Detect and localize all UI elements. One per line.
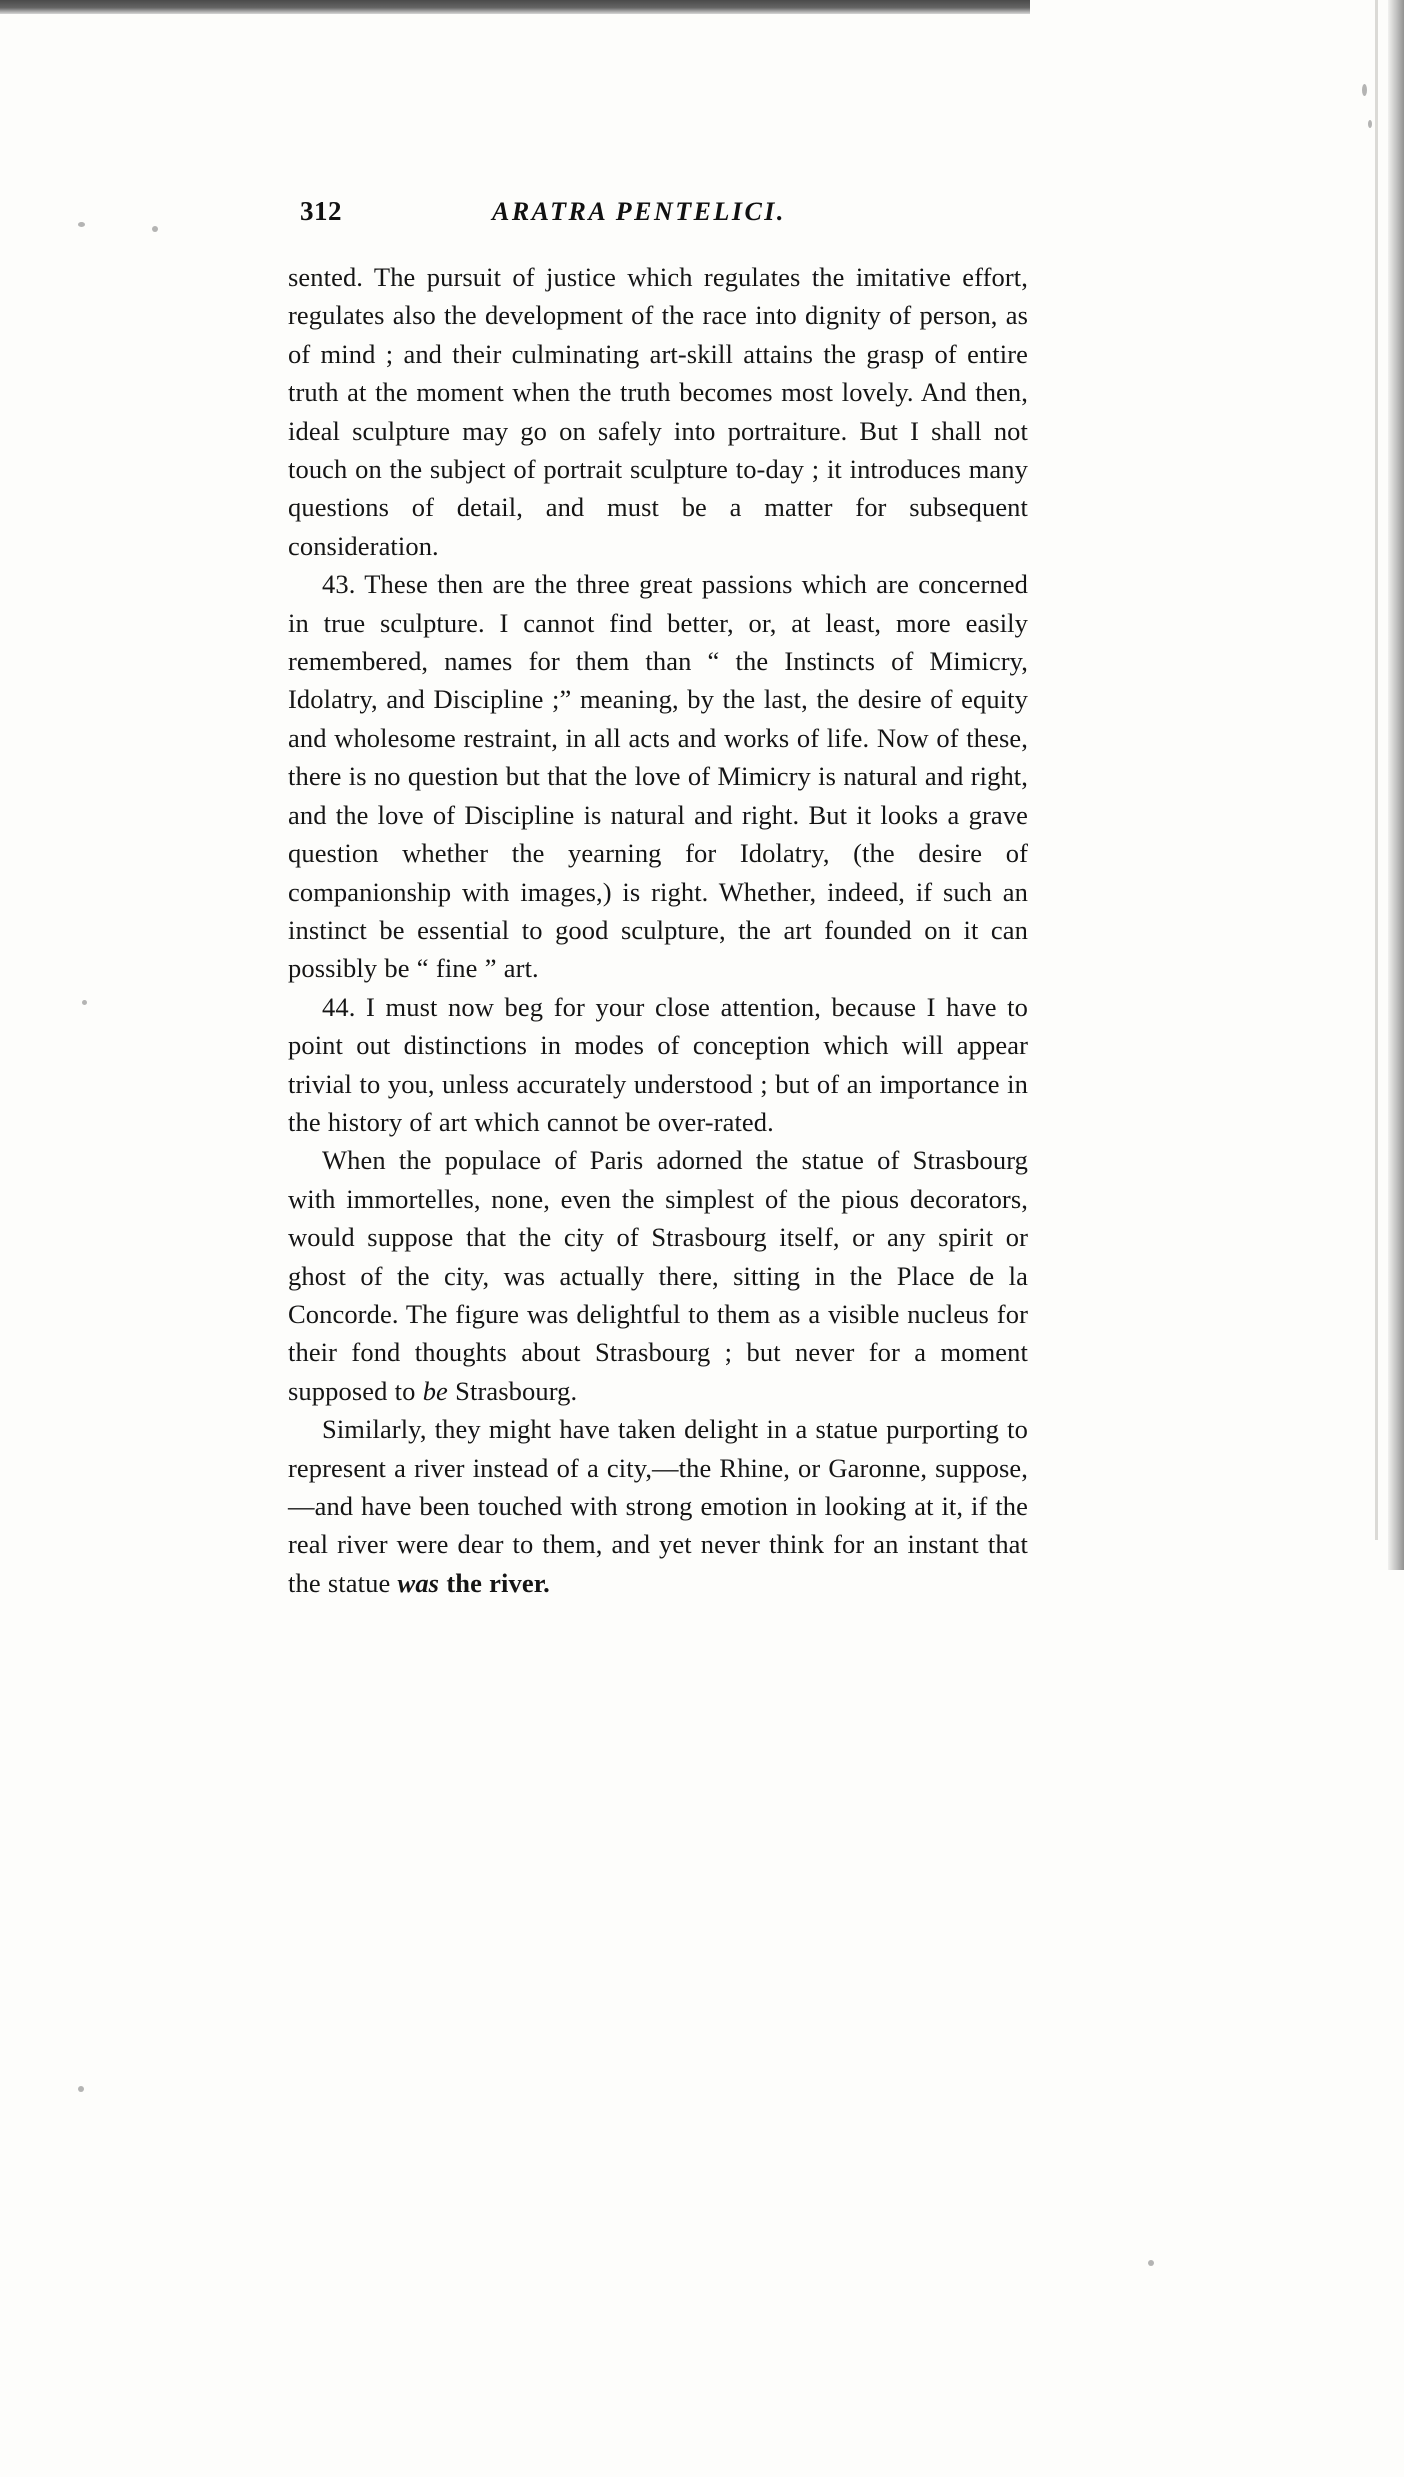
scan-edge-right xyxy=(1388,0,1404,1570)
paragraph xyxy=(288,1410,1028,1602)
paragraph-text-tail: Strasbourg. xyxy=(447,1375,578,1406)
scan-speck xyxy=(78,222,85,227)
italic-word-was: was xyxy=(397,1567,440,1598)
paragraph: sented. The pursuit of justice which regulates the imitative effort, regulates also the development of the race into dignity of person, as of mind ; and their culminating art-skill attains the grasp of entire truth at the moment when the truth becomes most lovely. And then, ideal sculpture may go on safely into portraiture. But I shall not touch on the subject of portrait sculpture to-day ; it introduces many questions of detail, and must be a matter for subsequent consideration. xyxy=(288,262,1028,561)
scan-speck xyxy=(1362,84,1367,96)
paragraph: 44. I must now beg for your close attention, because I have to point out distinctions in modes of conception which will appear trivial to you, unless accurately understood ; but of an importance in the history of art which cannot be over-rated. xyxy=(288,991,1028,1137)
body-text xyxy=(288,258,1028,1602)
scan-speck xyxy=(1368,120,1372,128)
page-number: 312 xyxy=(300,196,342,226)
paragraph-text: Similarly, they might have taken delight in a statue purporting to represent a river instead of a city,—the Rhine, or Garonne, suppose,—and have been touched with strong emotion in looking at it, if the real river were dear to them, and yet never think for an instant that the statue xyxy=(288,1414,1028,1598)
paragraph: 43. These then are the three great passions which are concerned in true sculpture. I cannot find better, or, at least, more easily remembered, names for them than “ the Instincts of Mimicry, Idolatry, and Discipline ;” meaning, by the last, the desire of equity and wholesome restraint, in all acts and works of life. Now of these, there is no question but that the love of Mimicry is natural and right, and the love of Discipline is natural and right. But it looks a grave question whether the yearning for Idolatry, (the desire of companionship with images,) is right. Whether, indeed, if such an instinct be essential to good sculpture, the art founded on it can possibly be “ fine ” art. xyxy=(288,569,1028,984)
paragraph-text-tail: the river. xyxy=(439,1567,550,1598)
italic-word-be: be xyxy=(422,1375,448,1406)
scan-speck xyxy=(78,2086,84,2092)
running-head: ARATRA PENTELICI. xyxy=(492,197,786,226)
paragraph-text: When the populace of Paris adorned the statue of Strasbourg with immortelles, none, even the simplest of the pious decorators, would suppose that the city of Strasbourg itself, or any spirit or ghost of the city, was actually there, sitting in the Place de la Concorde. The figure was delightful to them as a visible nucleus for their fond thoughts about Strasbourg ; but never for a moment supposed to xyxy=(288,1145,1028,1406)
scan-edge-top xyxy=(0,0,1030,14)
scan-speck xyxy=(152,226,158,232)
scan-speck xyxy=(82,1000,87,1005)
scan-speck xyxy=(1148,2260,1154,2266)
scan-edge-right-line xyxy=(1375,0,1378,1540)
paragraph xyxy=(288,1141,1028,1410)
page-header xyxy=(300,196,1020,227)
